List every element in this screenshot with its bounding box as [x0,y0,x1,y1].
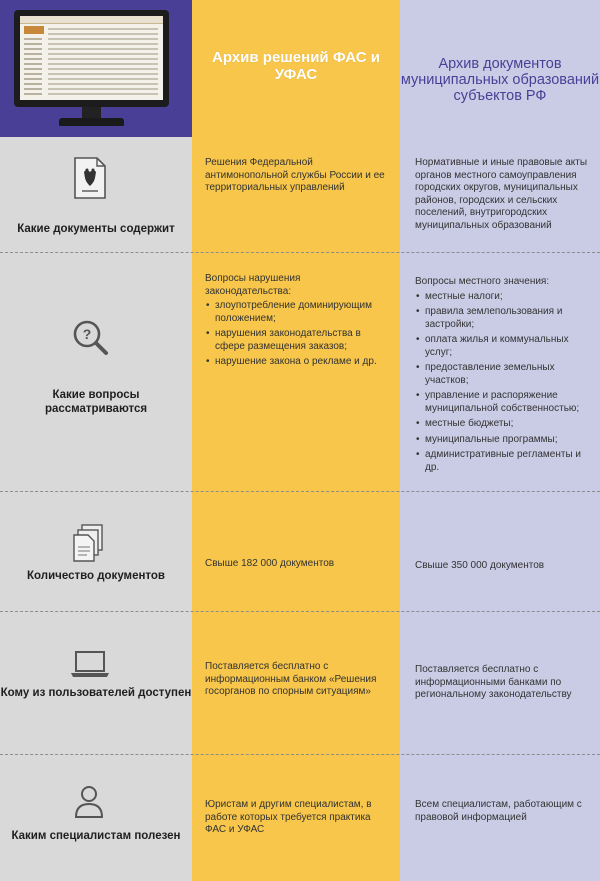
fas-specialists-content: Юристам и другим специалистам, в работе которых требуется практика ФАС и УФАС [205,799,372,835]
list-item: • местные бюджеты; [415,418,591,431]
row-divider [0,491,600,492]
row-divider [0,754,600,755]
row-label-specialists: Каким специалистам полезен [11,830,181,842]
svg-text:?: ? [82,326,92,342]
row-label-count: Количество документов [27,570,165,582]
list-item: • управление и распоряжение муниципальной собственностью; [415,390,591,415]
list-item: • нарушения законодательства в сфере размещения заказов; [205,328,385,353]
documents-stack-icon [72,523,106,568]
row-label-questions: Какие вопросы рассматриваются [44,389,148,415]
fas-count-content: Свыше 182 000 документов [205,558,335,569]
list-item: • оплата жилья и коммунальных услуг; [415,334,591,359]
row-divider [0,611,600,612]
list-item: • нарушение закона о рекламе и др. [205,356,385,369]
row-label-access: Кому из пользователей доступен [0,687,192,699]
fas-questions-intro: Вопросы нарушения законодательства: [205,273,301,297]
monitor-icon [14,10,169,128]
list-item: • правила землепользования и застройки; [415,306,591,331]
question-magnifier-icon [71,318,111,363]
municipal-questions-intro: Вопросы местного значения: [415,276,550,287]
user-icon [74,785,104,824]
fas-archive-column [192,0,400,881]
municipal-access-content: Поставляется бесплатно с информационными банками по региональному законодательству [415,664,572,700]
fas-questions-content [205,273,385,372]
fas-archive-title: Архив решений ФАС и УФАС [212,49,380,83]
list-item: • местные налоги; [415,291,591,304]
municipal-documents-content: Нормативные и иные правовые акты органов местного самоуправления городских округов, муниципальных районов, городских и сельских поселений, внутригородских муниципальных образований [415,157,588,231]
row-label-documents: Какие документы содержит [17,223,175,235]
list-item: • административные регламенты и др. [415,449,591,474]
list-item: • предоставление земельных участков; [415,362,591,387]
fas-access-content: Поставляется бесплатно с информационным банком «Решения госорганов по спорным ситуациям» [205,661,377,697]
laptop-icon [70,650,110,683]
municipal-count-content: Свыше 350 000 документов [415,560,545,571]
emblem-document-icon [72,156,108,205]
row-divider [0,252,600,253]
header-image-cell [0,0,192,137]
list-item: • муниципальные программы; [415,434,591,447]
municipal-archive-title: Архив документов муниципальных образований субъектов РФ [400,56,600,104]
list-item: • злоупотребление доминирующим положением; [205,300,385,325]
municipal-specialists-content: Всем специалистам, работающим с правовой информацией [415,799,582,823]
fas-documents-content: Решения Федеральной антимонопольной службы России и ее территориальных управлений [205,157,385,193]
municipal-questions-content [415,276,591,477]
